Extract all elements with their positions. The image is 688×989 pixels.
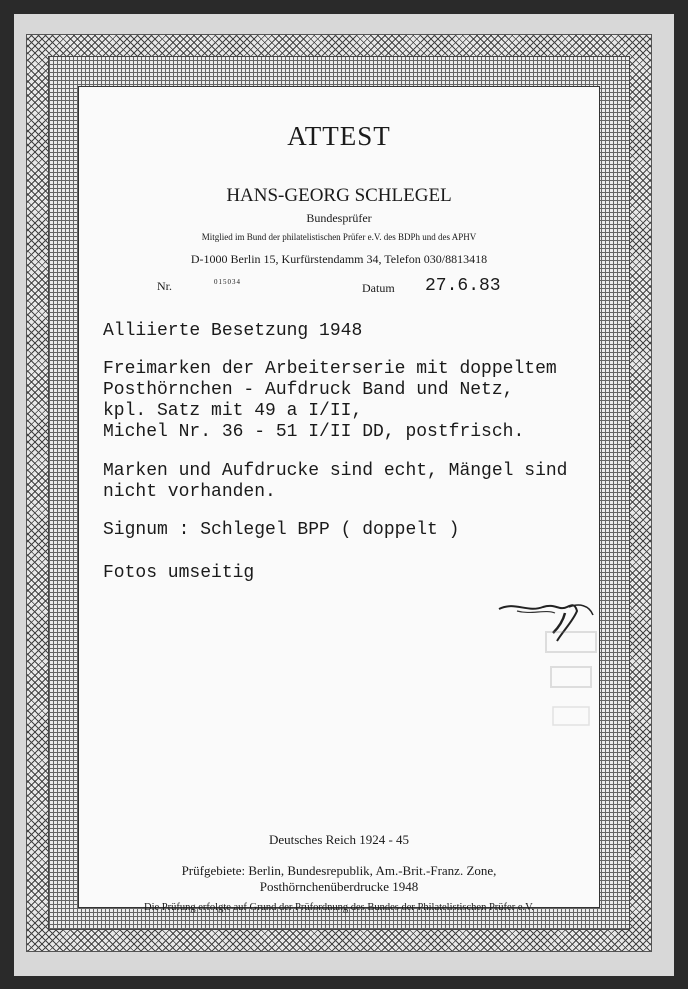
description-line: Michel Nr. 36 - 51 I/II DD, postfrisch.	[103, 422, 525, 442]
date-label: Datum	[362, 281, 395, 295]
statement-line: Marken und Aufdrucke sind echt, Mängel sind	[103, 461, 568, 481]
statement-line: nicht vorhanden.	[103, 482, 276, 502]
description-line: kpl. Satz mit 49 a I/II,	[103, 401, 363, 421]
footer-rule-statement: Die Prüfung erfolgte auf Grund der Prüfordnung des Bundes der Philatelistischen Prüfer e.V.	[144, 902, 534, 913]
signum-line: Signum : Schlegel BPP ( doppelt )	[103, 520, 460, 540]
membership-line: Mitglied im Bund der philatelistischen Prüfer e.V. des BDPh und des APHV	[201, 232, 477, 242]
description-line: Freimarken der Arbeiterserie mit doppeltem	[103, 359, 557, 379]
authenticity-statement	[103, 461, 567, 503]
certificate-date: 27.6.83	[425, 276, 501, 296]
examiner-name: HANS-GEORG SCHLEGEL	[226, 185, 452, 206]
footer-reich-line: Deutsches Reich 1924 - 45	[268, 832, 410, 847]
footer-examination-areas	[79, 863, 599, 895]
photos-note: Fotos umseitig	[103, 563, 255, 583]
description-line: Posthörnchen - Aufdruck Band und Netz,	[103, 380, 514, 400]
areas-line: Prüfgebiete: Berlin, Bundesrepublik, Am.-Brit.-Franz. Zone,	[181, 863, 497, 878]
examiner-address: D-1000 Berlin 15, Kurfürstendamm 34, Telefon 030/8813418	[190, 252, 488, 266]
stamp-description	[103, 359, 557, 443]
faint-stamp-impression	[541, 627, 601, 737]
certificate-panel	[78, 86, 600, 913]
number-label: Nr.	[157, 279, 172, 293]
issue-heading: Alliierte Besetzung 1948	[103, 321, 363, 341]
certificate-title: ATTEST	[287, 121, 391, 151]
areas-line: Posthörnchenüberdrucke 1948	[259, 879, 419, 894]
certificate-number: 015034	[214, 278, 241, 286]
examiner-role: Bundesprüfer	[306, 211, 372, 225]
